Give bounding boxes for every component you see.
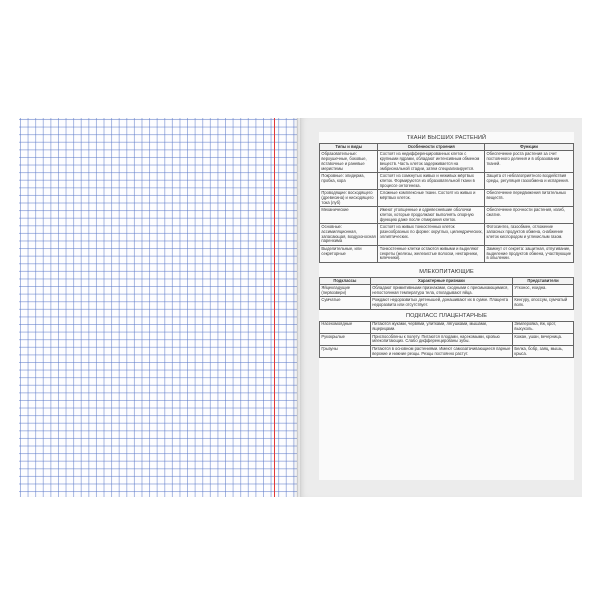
table-cell: Обладают примитивными признаками, сходными с пресмыкающимися, непостоянная температура тела, откладывают яйца.	[370, 285, 512, 297]
table-cell: Грызуны	[320, 346, 371, 358]
table-row	[320, 151, 574, 173]
table-cell: Питаются жуками, червями, улитками, лягушками, мышами, ящерицами.	[370, 321, 512, 333]
table-header: Особенности строения	[378, 144, 485, 151]
table-cell: Кожан, ушан, вечерница.	[513, 333, 574, 345]
table-row	[320, 321, 574, 333]
table-header-row	[320, 277, 574, 284]
table-cell: Замкнут от секрета: защитная, отпугивание, выделение продуктов обмена, участвующие в опылении.	[485, 245, 574, 262]
table-row	[320, 224, 574, 246]
table-cell: Основные: ассимиляционная, запасающая, воздухоносная паренхима	[320, 224, 378, 246]
table-cell: Сумчатые	[320, 297, 371, 309]
table-header: Подклассы	[320, 277, 371, 284]
table-cell: Выделительные, или секреторные	[320, 245, 378, 262]
reference-sheet	[319, 132, 574, 480]
table-cell: Приспособлены к полету. Питаются плодами, насекомыми, кровью млекопитающих. Слабо дифференцированы зубы.	[370, 333, 512, 345]
table-cell: Утконос, ехидна.	[513, 285, 574, 297]
table-row	[320, 346, 574, 358]
tissues-table	[319, 143, 574, 263]
table-cell: Тонкостенные клетки остаются живыми и выделяют секреты (железы, железистые волоски, нектарники, млечники).	[378, 245, 485, 262]
table-row	[320, 207, 574, 224]
margin-line	[274, 118, 275, 497]
tissues-title: ТКАНИ ВЫСШИХ РАСТЕНИЙ	[406, 135, 487, 141]
table-cell: Насекомоядные	[320, 321, 371, 333]
table-cell: Яйцекладущие (первозвери)	[320, 285, 371, 297]
table-row	[320, 190, 574, 207]
table-cell: Питаются в основном растениями. Имеют самозатачивающиеся парные верхние и нижние резцы. Резцы постоянно растут.	[370, 346, 512, 358]
table-header-row	[320, 144, 574, 151]
table-cell: Землеройка, ёж, крот, выхухоль.	[513, 321, 574, 333]
table-cell: Состоят из сомкнутых живых и неживых мёртвых клеток. Формируются из образовательной ткани в процессе онтогенеза.	[378, 173, 485, 190]
table-cell: Покровные: эпидерма, пробка, кора	[320, 173, 378, 190]
grid-page	[19, 118, 299, 497]
table-cell: Фотосинтез, газообмен, отложение запасных продуктов обмена, снабжение клеток кислородом и углекислым газом.	[485, 224, 574, 246]
table-row	[320, 333, 574, 345]
table-cell: Сложные комплексные ткани. Состоят из живых и мёртвых клеток.	[378, 190, 485, 207]
inner-cover-page	[299, 118, 582, 497]
mammals-table	[319, 277, 574, 310]
placentals-title: ПОДКЛАСС ПЛАЦЕНТАРНЫЕ	[405, 312, 488, 319]
table-row	[320, 173, 574, 190]
table-row	[320, 297, 574, 309]
table-cell: Состоят из недифференцированных клеток с крупными ядрами, обладают интенсивным обменом веществ. Часть клеток задерживается на эмбриональной стадии, затем специализируется.	[378, 151, 485, 173]
table-cell: Состоят из живых тонкостенных клеток разнообразных по форме: округлых, цилиндрических, эллиптических.	[378, 224, 485, 246]
placentals-table	[319, 321, 574, 359]
notebook-spine	[297, 118, 301, 497]
table-cell: Обеспечение прочности растения, изгиб, сжатие.	[485, 207, 574, 224]
table-cell: Имеют утолщенные и одревесневшие оболочки клеток, которые продолжают выполнять опорную функцию даже после отмирания клеток.	[378, 207, 485, 224]
table-cell: Кенгуру, опоссум, сумчатый волк.	[513, 297, 574, 309]
table-cell: Защита от неблагоприятного воздействия среды, регуляция газообмена и испарения.	[485, 173, 574, 190]
table-header: Характерные признаки	[370, 277, 512, 284]
table-cell: Обеспечение передвижения питательных веществ.	[485, 190, 574, 207]
table-header: Функции	[485, 144, 574, 151]
table-header: Типы и виды	[320, 144, 378, 151]
table-cell: Рукокрылые	[320, 333, 371, 345]
table-cell: Механические	[320, 207, 378, 224]
table-header: Представители	[513, 277, 574, 284]
table-cell: Белка, бобр, заяц, мышь, крыса.	[513, 346, 574, 358]
table-cell: Рождают недоразвитых детенышей, донашивают их в сумке. Плацента недоразвита или отсутствует.	[370, 297, 512, 309]
table-cell: Проводящие: восходящего (древесина) и нисходящего тока (луб)	[320, 190, 378, 207]
notebook-spread	[19, 118, 582, 497]
mammals-title: МЛЕКОПИТАЮЩИЕ	[419, 268, 474, 275]
table-row	[320, 285, 574, 297]
table-cell: Обеспечение роста растения за счет постоянного деления и в образовании тканей.	[485, 151, 574, 173]
table-row	[320, 245, 574, 262]
table-cell: Образовательные: верхушечные, боковые, вставочные и раневые меристемы	[320, 151, 378, 173]
